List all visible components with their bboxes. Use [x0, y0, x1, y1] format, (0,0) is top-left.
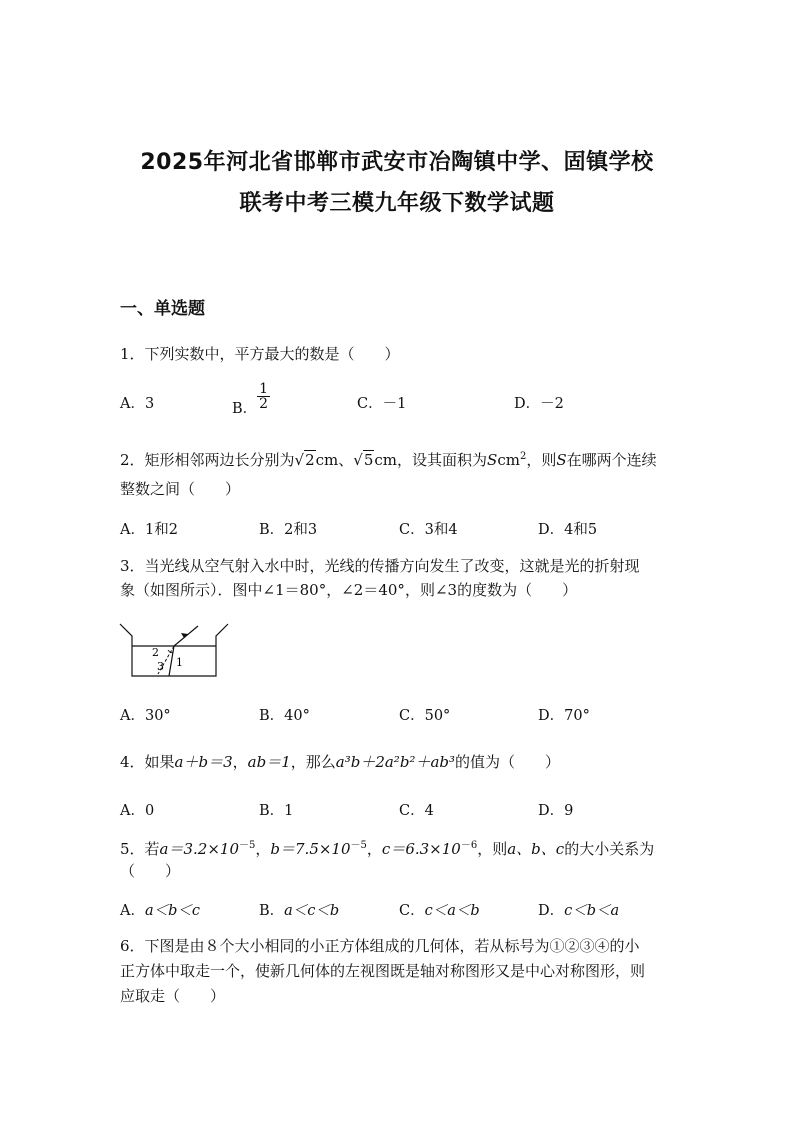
q2-text-4: 在哪两个连续 — [566, 451, 657, 469]
q4-condition-1: a＋b＝3 — [174, 753, 233, 771]
q1-stem: 1．下列实数中，平方最大的数是（ ） — [120, 345, 400, 363]
q4-text-3: 的值为（ ） — [455, 753, 561, 771]
q1-option-c-value: －1 — [382, 396, 407, 412]
q2-text-2: ，设其面积为 — [397, 451, 488, 469]
doc-title-line2: 联考中考三模九年级下数学试题 — [239, 191, 555, 216]
q5-option-b-value: a＜c＜b — [284, 903, 340, 919]
q3-label-1: 1 — [176, 656, 183, 669]
q5-text-2: ，则 — [477, 840, 508, 858]
q3-option-a: A．30° — [120, 708, 171, 724]
q2-radicand-5: 5 — [363, 451, 374, 469]
q3-text-sep: ， — [326, 581, 342, 599]
q3-angle3: ∠3 — [434, 581, 458, 599]
q5-option-d-label: D． — [538, 903, 565, 919]
q5-a-definition: a＝3.2×10 — [159, 840, 240, 858]
q3-refraction-figure — [118, 620, 230, 678]
q2-option-a: A．1和2 — [120, 522, 178, 538]
q4-condition-2: ab＝1 — [247, 753, 291, 771]
q5-option-c-value: c＜a＜b — [424, 903, 480, 919]
q2-unit-2: cm — [374, 451, 398, 469]
q4-text-1: 4．如果 — [120, 753, 175, 771]
q1-option-b-denominator: 2 — [259, 396, 269, 412]
q3-angle2: ∠2＝40° — [341, 581, 405, 599]
q5-option-c — [399, 899, 480, 920]
q5-stem-line2: （ ） — [120, 862, 181, 880]
q2-text-3: ，则 — [526, 451, 557, 469]
q2-stem-line1 — [120, 449, 657, 470]
q2-area-exponent: 2 — [519, 451, 527, 462]
q2-area-symbol-2: S — [556, 451, 567, 469]
q1-option-d-value: －2 — [540, 396, 564, 412]
q1-option-a — [120, 392, 154, 413]
q2-option-d: D．4和5 — [538, 522, 598, 538]
q5-option-d-value: c＜b＜a — [564, 903, 620, 919]
q3-label-3: 3 — [157, 660, 164, 673]
q5-option-a-value: a＜b＜c — [144, 903, 201, 919]
q5-text-1: 5．若 — [120, 840, 160, 858]
q5-option-a — [120, 899, 200, 920]
q4-option-c: C．4 — [399, 803, 434, 819]
q3-option-c: C．50° — [399, 708, 451, 724]
q5-option-a-label: A． — [120, 903, 145, 919]
q3-text-3: 的度数为（ ） — [457, 581, 578, 599]
doc-title-line1: 2025年河北省邯郸市武安市冶陶镇中学、固镇学校 — [140, 150, 654, 175]
q2-unit-1: cm — [315, 451, 339, 469]
q5-text-3: 的大小关系为 — [564, 840, 655, 858]
q4-option-d: D．9 — [538, 803, 574, 819]
q2-area-symbol: S — [487, 451, 498, 469]
q4-stem — [120, 751, 560, 772]
q2-stem-line2: 整数之间（ ） — [120, 480, 241, 498]
q1-option-d — [514, 392, 564, 413]
section-title: 一、单选题 — [120, 299, 205, 319]
q2-option-b: B．2和3 — [259, 522, 318, 538]
q2-separator: 、 — [338, 451, 354, 469]
q3-stem-line2 — [120, 579, 577, 600]
q3-container-outline — [120, 624, 228, 676]
q2-sqrt-5: √5 — [353, 451, 374, 469]
q5-variables: a、b、c — [507, 840, 565, 858]
q1-option-b-fraction — [257, 382, 270, 411]
q3-stem-line1: 3．当光线从空气射入水中时，光线的传播方向发生了改变，这就是光的折射现 — [120, 557, 640, 575]
q5-sep-1: ， — [255, 840, 271, 858]
q5-option-c-label: C． — [399, 903, 425, 919]
q1-option-d-label: D． — [514, 396, 541, 412]
q1-option-a-label: A． — [120, 396, 145, 412]
q4-option-a: A．0 — [120, 803, 155, 819]
q3-angle1: ∠1＝80° — [262, 581, 327, 599]
q4-text-2: ，那么 — [290, 753, 336, 771]
q1-option-b-label: B． — [232, 400, 258, 417]
q4-separator: ， — [232, 753, 248, 771]
q6-stem-line3: 应取走（ ） — [120, 987, 226, 1005]
q2-area-unit: cm — [497, 451, 520, 469]
q4-option-b: B．1 — [259, 803, 294, 819]
q6-stem-line1: 6．下图是由８个大小相同的小正方体组成的几何体，若从标号为①②③④的小 — [120, 937, 640, 955]
q5-a-exponent: －5 — [239, 840, 256, 851]
q1-option-b — [232, 381, 270, 417]
q2-option-c: C．3和4 — [399, 522, 458, 538]
q6-stem-line2: 正方体中取走一个，使新几何体的左视图既是轴对称图形又是中心对称图形，则 — [120, 962, 646, 980]
q3-option-d: D．70° — [538, 708, 590, 724]
q3-label-2: 2 — [152, 646, 159, 659]
q1-option-c-label: C． — [357, 396, 383, 412]
q2-text-1: 2．矩形相邻两边长分别为 — [120, 451, 295, 469]
q5-option-d — [538, 899, 619, 920]
q1-option-b-numerator: 1 — [259, 381, 269, 397]
q5-option-b — [259, 899, 339, 920]
q1-option-a-value: 3 — [144, 396, 155, 412]
q2-sqrt-2: √2 — [294, 451, 315, 469]
q5-b-definition: b＝7.5×10 — [270, 840, 351, 858]
q5-c-definition: c＝6.3×10 — [381, 840, 461, 858]
q4-expression: a³b＋2a²b²＋ab³ — [335, 753, 455, 771]
q2-radicand-2: 2 — [305, 451, 315, 469]
q3-text-2: ，则 — [404, 581, 435, 599]
q5-c-exponent: －6 — [460, 840, 478, 851]
q5-option-b-label: B． — [259, 903, 285, 919]
q1-option-c — [357, 392, 406, 413]
q5-sep-2: ， — [366, 840, 382, 858]
q5-stem-line1 — [120, 836, 654, 859]
q3-option-b: B．40° — [259, 708, 310, 724]
q3-text-1: 象（如图所示）．图中 — [120, 581, 263, 599]
q5-b-exponent: －5 — [350, 840, 367, 851]
